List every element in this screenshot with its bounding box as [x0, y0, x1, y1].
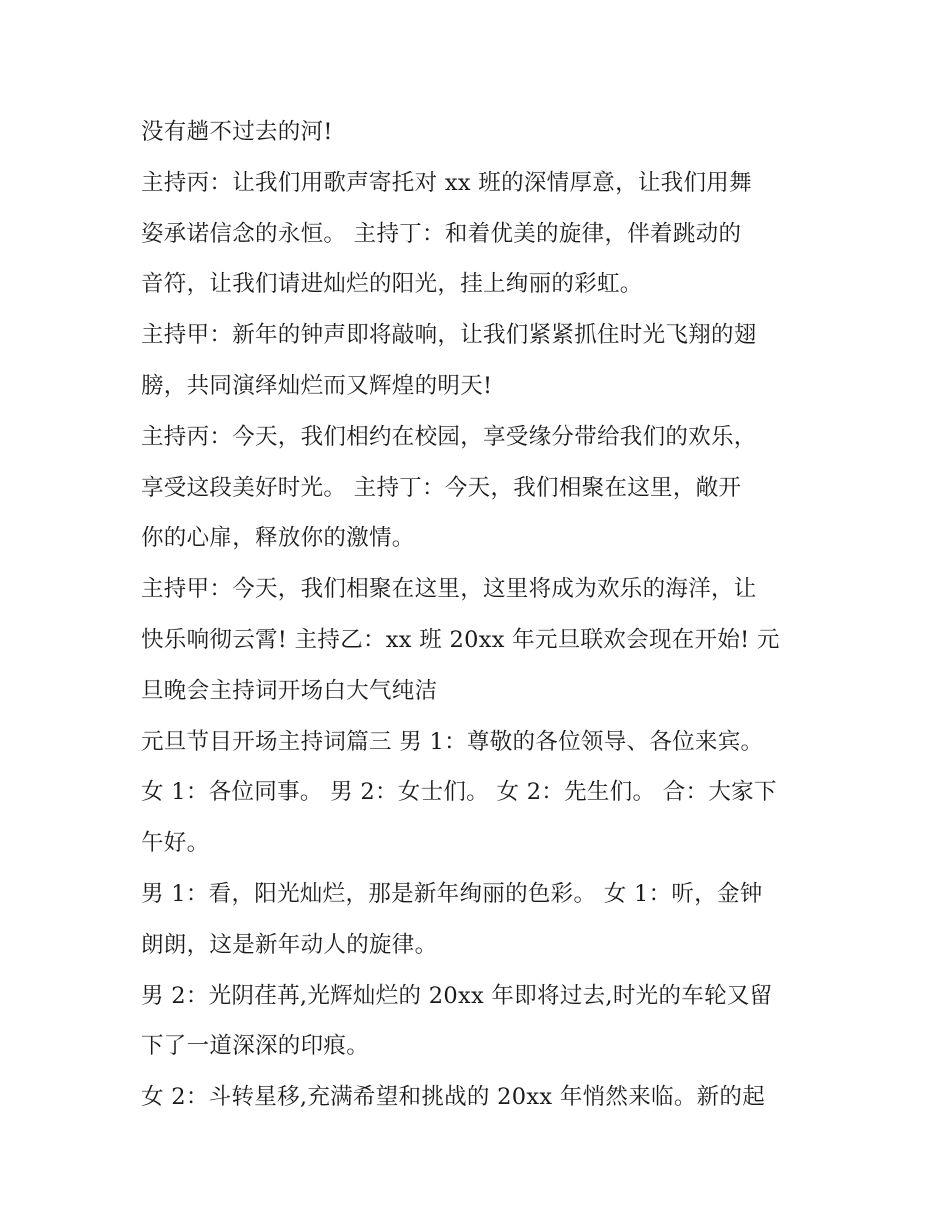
- text-line: 膀，共同演绎灿烂而又辉煌的明天!: [141, 372, 493, 399]
- text-line: 没有趟不过去的河!: [141, 119, 333, 145]
- text-line: 享受这段美好时光。 主持丁：今天，我们相聚在这里，敞开: [141, 474, 742, 501]
- document-body: [141, 107, 821, 1123]
- text-line: 女 2：斗转星移,充满希望和挑战的 20xx 年悄然来临。新的起: [141, 1084, 766, 1111]
- text-line: 音符，让我们请进灿烂的阳光，挂上绚丽的彩虹。: [141, 271, 643, 298]
- text-line: 旦晚会主持词开场白大气纯洁: [141, 677, 438, 704]
- text-line: 男 2：光阴荏苒,光辉灿烂的 20xx 年即将过去,时光的车轮又留: [141, 982, 773, 1009]
- text-line: 主持甲：新年的钟声即将敲响，让我们紧紧抓住时光飞翔的翅: [141, 322, 757, 349]
- text-line: 女 1：各位同事。 男 2：女士们。 女 2：先生们。 合：大家下: [141, 779, 777, 806]
- text-line: 你的心扉，释放你的激情。: [141, 525, 415, 552]
- text-line: 下了一道深深的印痕。: [141, 1033, 370, 1060]
- text-line: 男 1：看，阳光灿烂，那是新年绚丽的色彩。 女 1：听，金钟: [141, 880, 763, 907]
- text-line: 午好。: [141, 830, 210, 857]
- text-line: 主持甲：今天，我们相聚在这里，这里将成为欢乐的海洋，让: [141, 576, 757, 603]
- text-line: 主持丙：今天，我们相约在校园，享受缘分带给我们的欢乐，: [141, 423, 757, 450]
- text-line: 姿承诺信念的永恒。 主持丁：和着优美的旋律，伴着跳动的: [141, 220, 742, 247]
- text-line: 快乐响彻云霄! 主持乙：xx 班 20xx 年元旦联欢会现在开始! 元: [141, 626, 780, 653]
- text-line: 元旦节目开场主持词篇三 男 1：尊敬的各位领导、各位来宾。: [141, 728, 764, 755]
- text-line: 朗朗，这是新年动人的旋律。: [141, 931, 438, 958]
- text-line: 主持丙：让我们用歌声寄托对 xx 班的深情厚意，让我们用舞: [141, 169, 752, 196]
